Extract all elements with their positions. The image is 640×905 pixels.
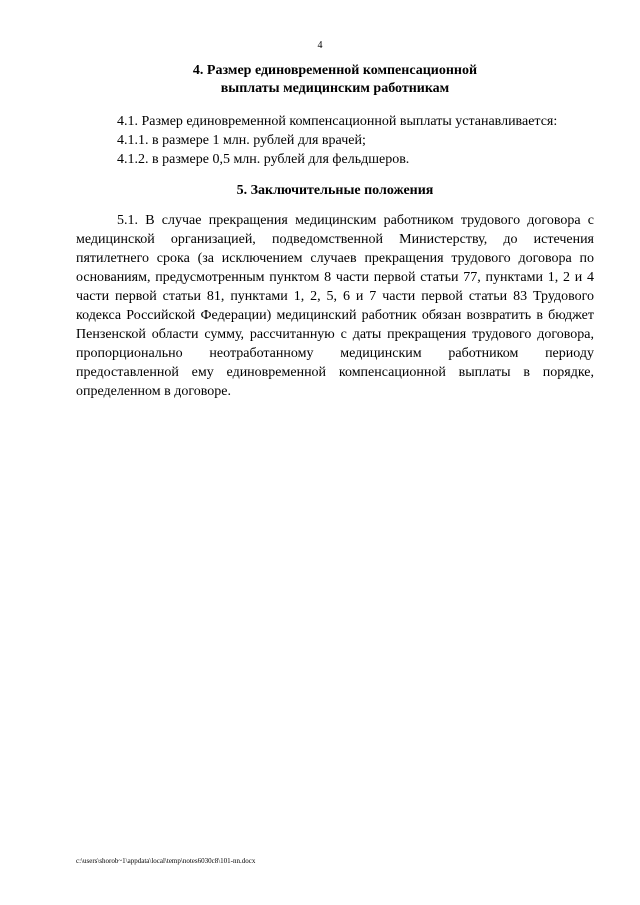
section-5-title: 5. Заключительные положения (236, 183, 434, 198)
item-4-1: 4.1. Размер единовременной компенсационной выплаты устанавливается: (117, 114, 558, 129)
item-4-1-2: 4.1.2. в размере 0,5 млн. рублей для фельдшеров. (117, 152, 410, 167)
page-number: 4 (317, 40, 323, 51)
item-4-1-1: 4.1.1. в размере 1 млн. рублей для врачей; (117, 133, 366, 148)
section-5-heading (76, 182, 594, 200)
section-4-title-line-2: выплаты медицинским работникам (220, 81, 450, 96)
section-4-title-line-1: 4. Размер единовременной компенсационной (192, 63, 478, 78)
section-4-heading (76, 62, 594, 98)
file-path-footer: c:\users\shorob~1\appdata\local\temp\notes6030c8\101-nn.docx (76, 857, 256, 865)
paragraph-5-1: 5.1. В случае прекращения медицинским работником трудового договора с медицинской организацией, подведомственной Министерству, до истечения пятилетнего срока (за исключением случаев прекращения трудового договора по основаниям, предусмотренным пунктом 8 части первой статьи 77, пунктами 1, 2 и 4 части первой статьи 81, пунктами 1, 2, 5, 6 и 7 части первой статьи 83 Трудового кодекса Российской Федерации) медицинский работник обязан возвратить в бюджет Пензенской области сумму, рассчитанную с даты прекращения трудового договора, пропорционально неотработанному медицинским работником периоду предоставленной ему единовременной компенсационной выплаты в порядке, определенном в договоре. (76, 213, 594, 399)
